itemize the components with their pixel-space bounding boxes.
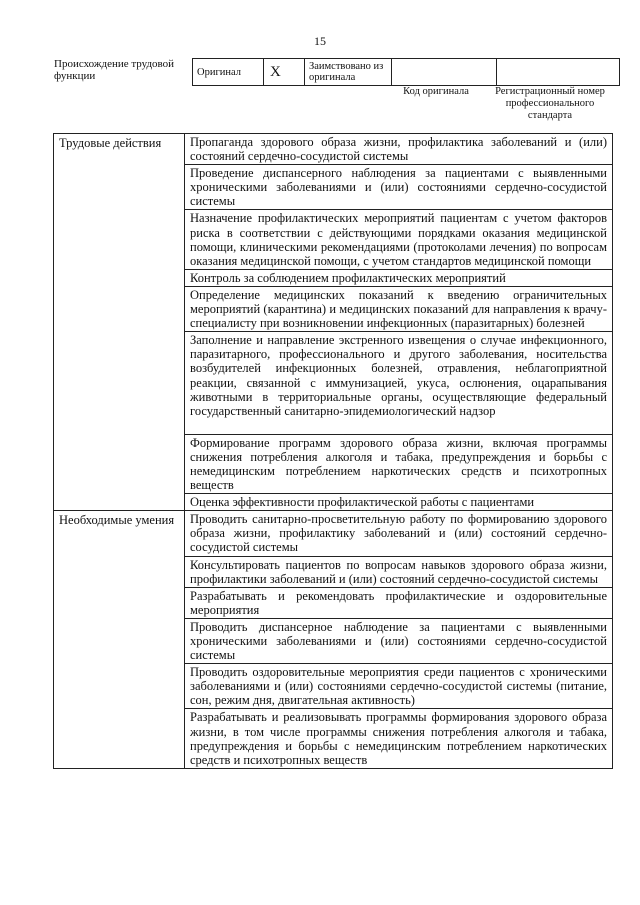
section-label-required-skills: Необходимые умения — [54, 511, 185, 769]
list-item: Проводить оздоровительные мероприятия среди пациентов с хроническими заболеваниями и (или) состояниями сердечно-сосудистой системы (питание, сон, режим дня, двигательная активность) — [185, 664, 613, 709]
list-item: Разрабатывать и реализовывать программы формирования здорового образа жизни, в том числе программы снижения потребления алкоголя и табака, предупреждения и борьбы с немедицинским потреблением наркотических средств и психотропных веществ — [185, 709, 613, 768]
table-row — [54, 134, 613, 165]
registration-number-caption: Регистрационный номер профессионального стандарта — [495, 86, 605, 121]
registration-number-cell — [497, 59, 620, 86]
original-code-caption: Код оригинала — [403, 86, 469, 97]
section-label-labor-actions: Трудовые действия — [54, 134, 185, 511]
original-code-cell — [392, 59, 497, 86]
origin-table — [192, 58, 620, 86]
list-item: Проведение диспансерного наблюдения за пациентами с выявленными хроническими заболеваниями и (или) состояниями сердечно-сосудистой системы — [185, 165, 613, 210]
page-number: 15 — [314, 34, 326, 48]
list-item: Пропаганда здорового образа жизни, профилактика заболеваний и (или) состояний сердечно-сосудистой системы — [185, 134, 613, 165]
original-mark: X — [264, 59, 305, 86]
list-item: Оценка эффективности профилактической работы с пациентами — [185, 494, 613, 511]
original-label: Оригинал — [193, 59, 264, 86]
list-item: Формирование программ здорового образа жизни, включая программы снижения потребления алкоголя и табака, предупреждения и борьбы с немедицинским потреблением наркотических средств и психотропных веществ — [185, 434, 613, 493]
list-item: Определение медицинских показаний к введению ограничительных мероприятий (карантина) и медицинских показаний для направления к врачу-специалисту при возникновении инфекционных (паразитарных) болезней — [185, 286, 613, 331]
table-row — [54, 511, 613, 556]
list-item: Разрабатывать и рекомендовать профилактические и оздоровительные мероприятия — [185, 587, 613, 618]
origin-label: Происхождение трудовой функции — [54, 58, 175, 82]
list-item: Проводить санитарно-просветительную работу по формированию здорового образа жизни, профилактику заболеваний и (или) состояний сердечно-сосудистой системы — [185, 511, 613, 556]
borrowed-label: Заимствовано из оригинала — [305, 59, 392, 86]
labor-functions-table — [53, 133, 613, 769]
list-item: Назначение профилактических мероприятий пациентам с учетом факторов риска в соответствии с действующими порядками оказания медицинской помощи, клиническими рекомендациями (протоколами лечения) по вопросам оказания медицинской помощи, с учетом стандартов медицинской помощи — [185, 210, 613, 269]
list-item: Проводить диспансерное наблюдение за пациентами с выявленными хроническими заболеваниями и (или) состояниями сердечно-сосудистой системы — [185, 618, 613, 663]
list-item: Консультировать пациентов по вопросам навыков здорового образа жизни, профилактики заболеваний и (или) состояний сердечно-сосудистой системы — [185, 556, 613, 587]
list-item: Контроль за соблюдением профилактических мероприятий — [185, 269, 613, 286]
list-item: Заполнение и направление экстренного извещения о случае инфекционного, паразитарного, профессионального и другого заболевания, носительства возбудителей инфекционных болезней, отравления, неблагоприятной реакции, связанной с иммунизацией, укуса, ослюнения, оцарапывания животными в территориальные органы, осуществляющие федеральный государственный санитарно-эпидемиологический надзор — [185, 332, 613, 435]
